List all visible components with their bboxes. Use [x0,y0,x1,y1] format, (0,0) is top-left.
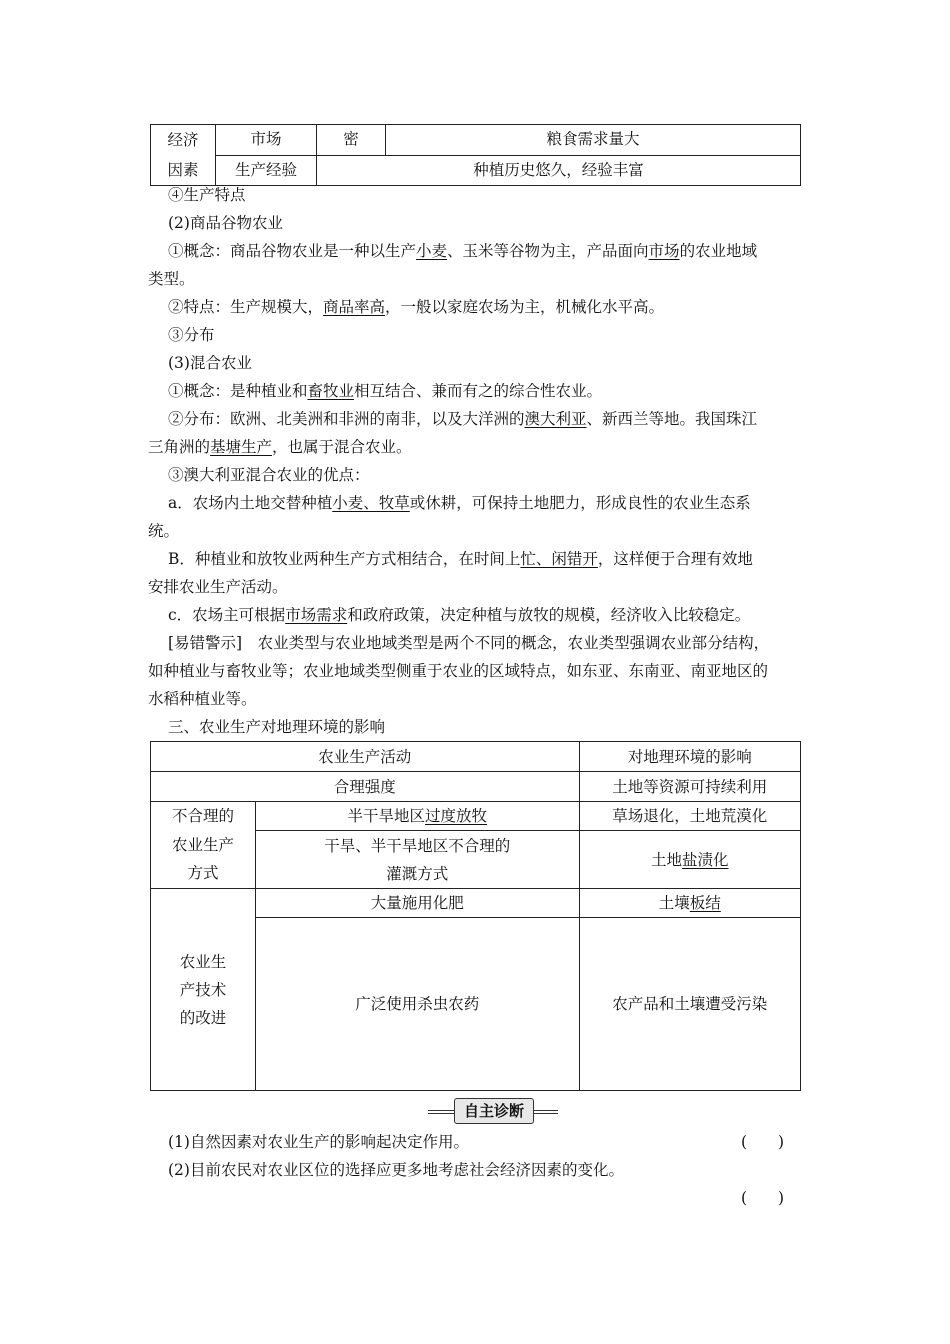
underlined-answer: 过度放牧 [425,807,488,825]
impact-table [150,741,801,1091]
table-row [151,125,801,156]
text-span: 灌溉方式 [386,864,449,883]
text-line [168,545,836,573]
text-span: c．农场主可根据 [168,606,286,624]
table-cell: 合理强度 [151,772,580,802]
text-line [168,405,836,433]
diagnosis-question-1: (1)自然因素对农业生产的影响起决定作用。 [168,1133,469,1151]
table-cell [151,889,256,1091]
text-line: 统。 [148,522,180,540]
text-span: ①概念：是种植业和 [168,382,308,400]
text-line [168,489,836,517]
underlined-answer: 市场需求 [285,606,348,624]
underlined-answer: 畜牧业 [307,382,355,400]
underlined-answer: 小麦 [416,242,448,260]
table-cell: 市场 [216,125,317,156]
text-line: 安排农业生产活动。 [148,578,288,596]
table-row [151,802,801,831]
cell-text: 因素 [167,161,199,179]
table-row [151,831,801,889]
text-line [168,377,836,405]
section-heading: 三、农业生产对地理环境的影响 [168,718,386,736]
text-line [148,433,816,461]
table-cell [579,889,800,918]
table-cell [256,802,580,831]
economic-factor-cell [151,125,216,186]
text-span: 农业生产 [171,836,234,855]
table-cell: 大量施用化肥 [256,889,580,918]
text-line: 水稻种植业等。 [148,690,257,708]
text-span: ②分布：欧洲、北美洲和非洲的南非，以及大洋洲的 [168,410,525,428]
underlined-answer: 市场 [648,242,680,260]
text-span: 或休耕，可保持土地肥力，形成良性的农业生态系 [409,494,751,512]
text-line [168,601,836,629]
underlined-answer: 小麦、牧草 [332,494,410,512]
table-cell: 草场退化，土地荒漠化 [579,802,800,831]
text-span: ②特点：生产规模大， [168,298,324,316]
underlined-answer: 盐渍化 [682,850,729,869]
text-line: ③分布 [168,326,215,344]
text-line [168,293,836,321]
table-cell: 粮食需求量大 [386,125,801,156]
text-span: ①概念：商品谷物农业是一种以生产 [168,242,417,260]
text-line: 类型。 [148,270,195,288]
text-line: ④生产特点 [168,186,246,204]
text-span: 的改进 [179,1008,227,1027]
table-cell: 广泛使用杀虫农药 [256,918,580,1091]
underlined-answer: 基塘生产 [210,438,273,456]
text-line [168,237,836,265]
text-span: a．农场内土地交替种植 [168,494,333,512]
text-span: 的农业地域 [679,242,758,260]
text-span: B．种植业和放牧业两种生产方式相结合，在时间上 [168,550,521,568]
text-span: 、玉米等谷物为主，产品面向 [447,242,649,260]
diagnosis-question-2: (2)目前农民对农业区位的选择应更多地考虑社会经济因素的变化。 [168,1161,624,1179]
table-header-cell: 对地理环境的影响 [579,742,800,772]
text-span: 方式 [187,864,219,883]
text-span: ，一般以家庭农场为主，机械化水平高。 [385,298,665,316]
diagnosis-heading [428,1098,558,1124]
top-table [150,124,801,186]
tip-note: [易错警示] 农业类型与农业地域类型是两个不同的概念，农业类型强调农业部分结构， [168,634,770,652]
table-cell: 农产品和土壤遭受污染 [579,918,800,1091]
table-header-cell: 农业生产活动 [151,742,580,772]
text-span: ，这样便于合理有效地 [597,550,753,568]
table-cell [579,831,800,889]
cell-text: 经济 [167,131,199,149]
diagnosis-heading-label: 自主诊断 [454,1098,534,1124]
table-row [151,742,801,772]
text-line: (2)商品谷物农业 [168,214,283,232]
answer-blank[interactable]: ( ) [741,1189,785,1207]
table-cell: 不合理的 [151,802,256,831]
table-cell [151,831,256,889]
table-row [151,772,801,802]
answer-blank[interactable]: ( ) [741,1133,785,1151]
underlined-answer: 板结 [689,894,721,912]
table-cell: 生产经验 [216,155,317,186]
text-line: (3)混合农业 [168,354,252,372]
table-cell: 密 [317,125,386,156]
text-span: 土地 [651,850,683,869]
text-span: 、新西兰等地。我国珠江 [586,410,758,428]
underlined-answer: 澳大利亚 [524,410,587,428]
text-span: 产技术 [179,980,227,999]
table-cell: 土地等资源可持续利用 [579,772,800,802]
table-cell: 种植历史悠久，经验丰富 [317,155,801,186]
text-span: 相互结合、兼而有之的综合性农业。 [354,382,603,400]
text-span: ，也属于混合农业。 [272,438,412,456]
underlined-answer: 忙、闲错开 [520,550,598,568]
table-cell [256,831,580,889]
table-row [151,889,801,918]
text-line: 如种植业与畜牧业等；农业地域类型侧重于农业的区域特点，如东亚、东南亚、南亚地区的 [148,662,769,680]
text-line: ③澳大利亚混合农业的优点： [168,466,370,484]
text-span: 半干旱地区 [347,807,426,825]
text-span: 干旱、半干旱地区不合理的 [324,836,511,855]
text-span: 农业生 [179,952,227,971]
underlined-answer: 商品率高 [323,298,386,316]
text-span: 和政府政策，决定种植与放牧的规模，经济收入比较稳定。 [347,606,751,624]
text-span: 三角洲的 [148,438,211,456]
text-span: 土壤 [658,894,690,912]
